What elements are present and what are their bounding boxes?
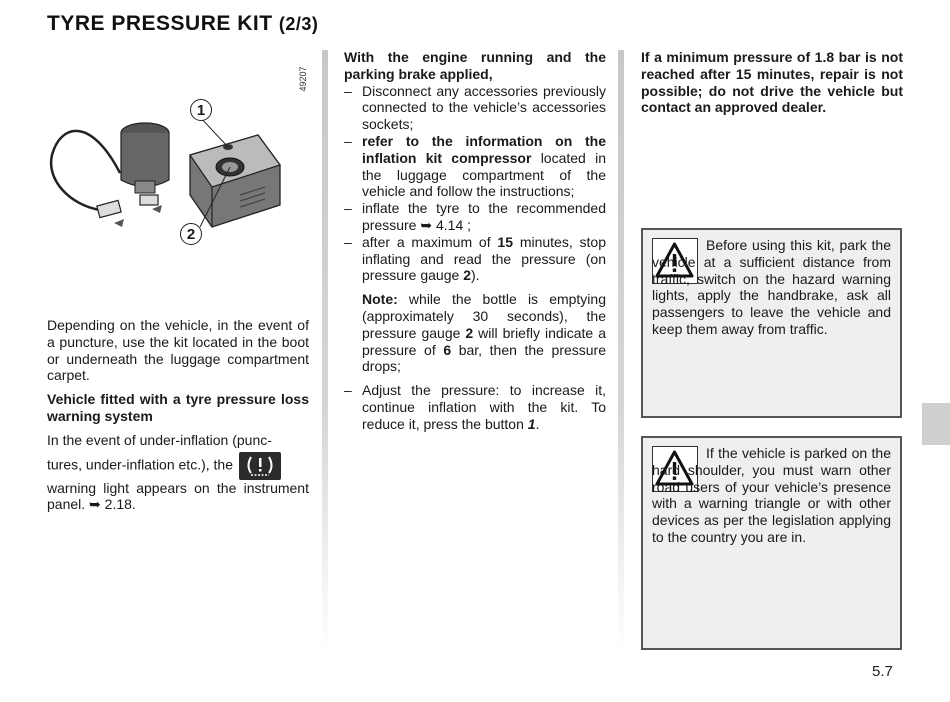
intro-paragraph: Depending on the vehicle, in the event of a puncture, use the kit located in the boot or underneath the luggage compartment carpet. bbox=[47, 317, 309, 384]
page-number: 5.7 bbox=[872, 663, 893, 680]
warning-box-2 bbox=[641, 436, 902, 650]
step-refer: – refer to the information on the inflation kit compressor located in the luggage compartment of the vehicle and follow the instructions; bbox=[344, 133, 606, 200]
column-divider-1 bbox=[322, 50, 328, 650]
minimum-pressure-warning: If a minimum pressure of 1.8 bar is not reached after 15 minutes, repair is not possible; do not drive the vehicle but contact an approved dealer. bbox=[641, 49, 903, 116]
step-read-pressure: – after a maximum of 15 minutes, stop inflating and read the pressure (on pressure gauge 2). bbox=[344, 234, 606, 284]
step-adjust: – Adjust the pressure: to increase it, continue inflation with the kit. To reduce it, press the button 1. bbox=[344, 382, 606, 432]
step-disconnect: – Disconnect any accessories previously connected to the vehicle’s accessories sockets; bbox=[344, 83, 606, 133]
warning-box-1 bbox=[641, 228, 902, 418]
column-left bbox=[47, 317, 309, 513]
note-paragraph: Note: while the bottle is emptying (approximately 30 seconds), the pressure gauge 2 will briefly indicate a pressure of 6 bar, then the pressure drops; bbox=[362, 291, 606, 375]
warning-box-1-text: Before using this kit, park the vehicle at a sufficient distance from traffic, switch on the hazard warning lights, apply the handbrake, ask all passengers to leave the vehicle and keep them away from traffic. bbox=[652, 237, 891, 337]
step-inflate: – inflate the tyre to the recommended pressure ➥ 4.14 ; bbox=[344, 200, 606, 234]
figure-reference-number: 49207 bbox=[298, 66, 308, 92]
para-rest: warning light appears on the instrument panel. ➥ 2.18. bbox=[47, 479, 309, 513]
page-title: TYRE PRESSURE KIT (2/3) bbox=[47, 12, 319, 35]
para-line-1: In the event of under-inflation (punc- bbox=[47, 431, 272, 448]
page-title-suffix: (2/3) bbox=[278, 14, 319, 34]
warning-box-2-text: If the vehicle is parked on the hard shoulder, you must warn other road users of your vehicle’s presence with a warning triangle or with other devices as per the legislation applying to the country you are in. bbox=[652, 445, 891, 545]
chapter-tab bbox=[922, 403, 950, 445]
column-middle bbox=[344, 49, 606, 433]
callout-1: 1 bbox=[190, 99, 212, 121]
column-right bbox=[641, 49, 903, 116]
section-heading: Vehicle fitted with a tyre pressure loss warning system bbox=[47, 391, 309, 424]
column-divider-2 bbox=[618, 50, 624, 650]
procedure-intro: With the engine running and the parking brake applied, bbox=[344, 49, 606, 82]
tyre-pressure-warning-icon bbox=[239, 452, 281, 480]
kit-illustration bbox=[40, 95, 290, 255]
callout-2: 2 bbox=[180, 223, 202, 245]
para-line-2: tures, under-inflation etc.), the bbox=[47, 452, 309, 480]
